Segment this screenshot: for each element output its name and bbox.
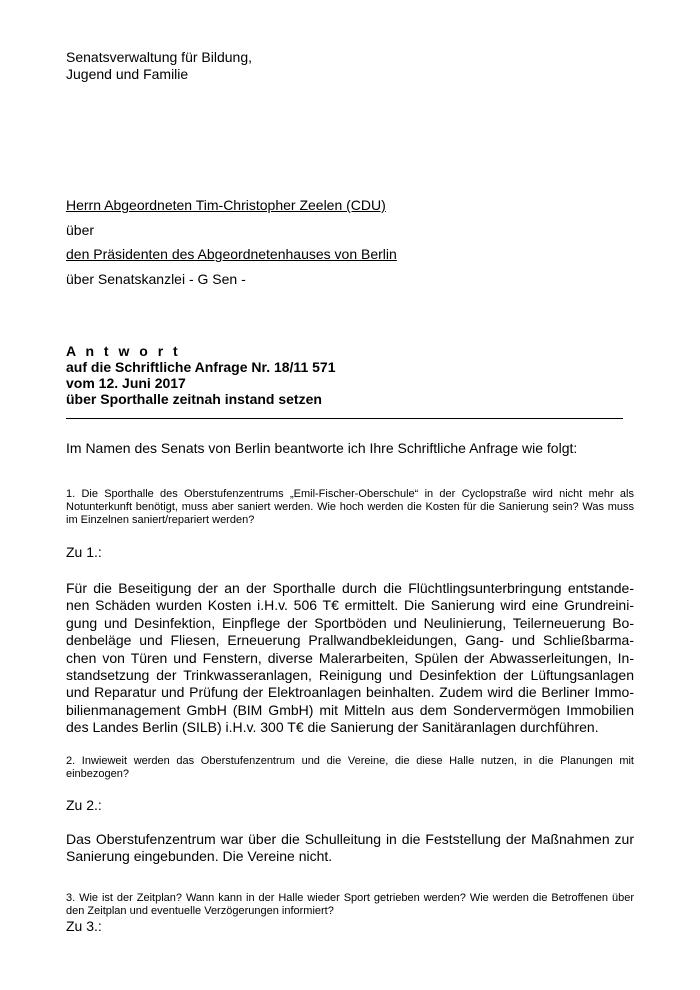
question-1: 1. Die Sporthalle des Oberstufenzentrums „Emil-Fischer-Oberschule“ in der Cyclopstraße wird nicht mehr als Notunterkunft benötigt, muss aber saniert werden. Wie hoch werden die Kosten für die Sanierung sein? Was muss im Einzelnen saniert/repariert werden? (66, 488, 634, 526)
answer-3-label: Zu 3.: (66, 918, 102, 934)
via-line-1: über (66, 222, 95, 238)
answer-1-line: chen von Türen und Fenstern, diverse Malerarbeiten, Spülen der Abwasserleitungen, In- (66, 649, 634, 666)
answer-1-line: und Reparatur und Prüfung der Elektroanlagen beinhalten. Zudem wird die Berliner Immo- (66, 684, 634, 701)
answer-1-line: bilienmanagement GmbH (BIM GmbH) mit Mitteln aus dem Sondervermögen Immobilien (66, 701, 634, 718)
answer-2-label: Zu 2.: (66, 797, 102, 813)
answer-1 (66, 580, 634, 737)
heading-subject: über Sporthalle zeitnah instand setzen (66, 391, 322, 407)
heading-date: vom 12. Juni 2017 (66, 375, 186, 391)
sender-line-1: Senatsverwaltung für Bildung, (66, 49, 252, 65)
answer-1-label: Zu 1.: (66, 544, 102, 560)
intro-text: Im Namen des Senats von Berlin beantworte ich Ihre Schriftliche Anfrage wie folgt: (66, 440, 578, 456)
heading-divider (66, 418, 623, 419)
answer-1-line: standsetzung der Trinkwasseranlagen, Reinigung und Desinfektion der Lüftungsanlagen (66, 667, 634, 684)
answer-heading (66, 343, 626, 407)
answer-2-line: Das Oberstufenzentrum war über die Schulleitung in die Feststellung der Maßnahmen zur (66, 831, 634, 847)
answer-2-line: Sanierung eingebunden. Die Vereine nicht. (66, 848, 333, 865)
answer-1-line: gung und Desinfektion, Einpflege der Sportböden und Neulinierung, Teilerneuerung Bo- (66, 614, 634, 631)
answer-1-line: nen Schäden wurden Kosten i.H.v. 506 T€ ermittelt. Die Sanierung wird eine Grundreini- (66, 597, 634, 614)
answer-1-line: Für die Beseitigung der an der Sporthalle durch die Flüchtlingsunterbringung entstande- (66, 580, 634, 596)
answer-1-line: des Landes Berlin (SILB) i.H.v. 300 T€ die Sanierung der Sanitäranlagen durchführen. (66, 719, 599, 736)
question-3: 3. Wie ist der Zeitplan? Wann kann in der Halle wieder Sport getrieben werden? Wie werden die Betroffenen über den Zeitplan und eventuelle Verzögerungen informiert? (66, 892, 634, 917)
president-line: den Präsidenten des Abgeordnetenhauses von Berlin (66, 246, 397, 262)
recipient-line: Herrn Abgeordneten Tim-Christopher Zeelen (CDU) (66, 197, 386, 213)
answer-2 (66, 831, 634, 866)
question-2: 2. Inwieweit werden das Oberstufenzentrum und die Vereine, die diese Halle nutzen, in die Planungen mit einbezogen? (66, 755, 634, 780)
sender-block (66, 49, 366, 83)
answer-1-line: denbeläge und Fliesen, Erneuerung Prallwandbekleidungen, Gang- und Schließbarma- (66, 632, 634, 649)
heading-inquiry-number: auf die Schriftliche Anfrage Nr. 18/11 571 (66, 359, 336, 375)
sender-line-2: Jugend und Familie (66, 66, 189, 82)
via-line-2: über Senatskanzlei - G Sen - (66, 271, 246, 287)
heading-antwort: A n t w o r t (66, 343, 181, 359)
